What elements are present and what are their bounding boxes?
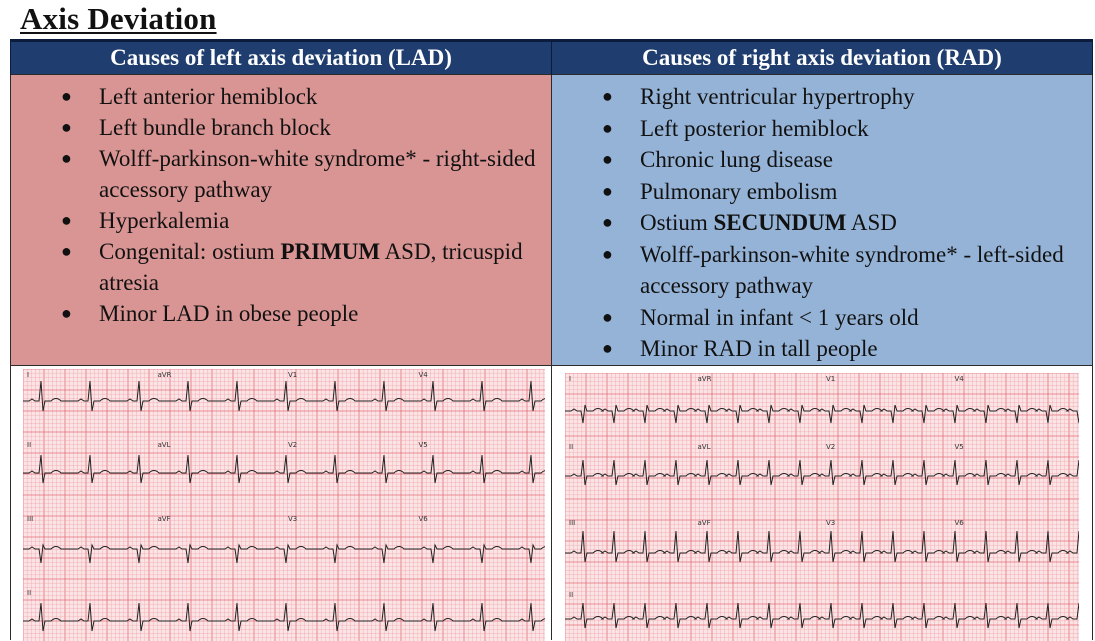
ecg-lead-label: aVL bbox=[157, 440, 171, 449]
cause-text: ASD, tricuspid atresia bbox=[99, 239, 523, 295]
cause-text: Right ventricular hypertrophy bbox=[640, 84, 915, 109]
bullet-icon: ● bbox=[602, 306, 613, 327]
cause-text: Chronic lung disease bbox=[640, 147, 833, 172]
cause-text: Ostium bbox=[640, 210, 714, 235]
lad-causes-cell bbox=[11, 75, 552, 366]
ecg-lead-label: V6 bbox=[954, 518, 964, 527]
ecg-lead-label: III bbox=[569, 518, 576, 527]
cause-text: Left anterior hemiblock bbox=[99, 84, 318, 109]
ecg-lead-label: aVR bbox=[157, 370, 172, 379]
cause-text: Wolff-parkinson-white syndrome* - left-sided accessory pathway bbox=[640, 241, 1064, 298]
bullet-icon: ● bbox=[602, 212, 613, 232]
lad-ecg-cell bbox=[11, 365, 552, 640]
rad-cause-item bbox=[552, 333, 1092, 365]
bullet-icon: ● bbox=[602, 180, 613, 201]
ecg-lead-label: II bbox=[569, 590, 574, 599]
lad-cause-item bbox=[11, 112, 551, 143]
lad-cause-item bbox=[11, 143, 551, 205]
rad-cause-item bbox=[552, 113, 1092, 145]
ecg-lead-label: V4 bbox=[954, 374, 964, 383]
rad-ecg-cell bbox=[552, 365, 1093, 640]
rad-cause-item bbox=[552, 144, 1092, 176]
lad-cause-item bbox=[11, 236, 551, 298]
ecg-lead-label: V2 bbox=[826, 442, 836, 451]
cause-text: ASD bbox=[846, 210, 897, 235]
bullet-icon: ● bbox=[61, 241, 72, 261]
bullet-icon: ● bbox=[61, 210, 72, 230]
bullet-icon: ● bbox=[602, 86, 613, 106]
ecg-lead-label: V2 bbox=[288, 440, 298, 449]
ecg-lead-label: I bbox=[27, 370, 30, 379]
rad-cause-item bbox=[552, 302, 1092, 334]
bullet-icon: ● bbox=[602, 338, 613, 358]
ecg-lead-label: aVR bbox=[697, 374, 712, 383]
rad-cause-item bbox=[552, 207, 1092, 239]
ecg-lead-label: aVL bbox=[697, 442, 711, 451]
bullet-icon: ● bbox=[602, 243, 613, 264]
lad-cause-item bbox=[11, 81, 551, 112]
lad-causes-list bbox=[11, 81, 551, 329]
ecg-lead-label: V1 bbox=[288, 370, 298, 379]
rad-cause-item bbox=[552, 176, 1092, 208]
rad-causes-cell bbox=[552, 75, 1093, 366]
ecg-lead-label: aVF bbox=[157, 514, 171, 523]
ecg-lead-label: II bbox=[27, 440, 32, 449]
bullet-icon: ● bbox=[61, 303, 72, 323]
ecg-lead-label: V1 bbox=[826, 374, 836, 383]
ecg-lead-label: II bbox=[569, 442, 574, 451]
ecg-lead-label: V5 bbox=[418, 440, 428, 449]
cause-text: Wolff-parkinson-white syndrome* - right-sided accessory pathway bbox=[99, 146, 536, 202]
rad-header: Causes of right axis deviation (RAD) bbox=[552, 41, 1093, 75]
cause-text: Hyperkalemia bbox=[99, 208, 230, 233]
lad-ecg-image bbox=[23, 369, 545, 641]
rad-cause-item bbox=[552, 81, 1092, 113]
ecg-lead-label: aVF bbox=[697, 518, 711, 527]
page-title: Axis Deviation bbox=[20, 1, 217, 36]
cause-text: Congenital: ostium bbox=[99, 239, 281, 264]
bullet-icon: ● bbox=[61, 117, 72, 137]
cause-text: Minor LAD in obese people bbox=[99, 301, 359, 326]
ecg-lead-label: III bbox=[27, 514, 34, 523]
bullet-icon: ● bbox=[602, 149, 613, 169]
axis-deviation-table bbox=[10, 39, 1093, 640]
ecg-lead-label: V4 bbox=[418, 370, 428, 379]
rad-causes-list bbox=[552, 81, 1092, 365]
cause-text: Minor RAD in tall people bbox=[640, 336, 878, 361]
ecg-lead-label: V3 bbox=[288, 514, 298, 523]
ecg-lead-label: II bbox=[27, 588, 32, 597]
bullet-icon: ● bbox=[61, 86, 72, 106]
cause-text: Left bundle branch block bbox=[99, 115, 331, 140]
ecg-lead-label: I bbox=[569, 374, 572, 383]
rad-ecg-image bbox=[565, 373, 1079, 641]
ecg-lead-label: V5 bbox=[954, 442, 964, 451]
bullet-icon: ● bbox=[602, 117, 613, 138]
ecg-lead-label: V6 bbox=[418, 514, 428, 523]
cause-text: Pulmonary embolism bbox=[640, 178, 838, 204]
lad-cause-item bbox=[11, 298, 551, 329]
bullet-icon: ● bbox=[61, 148, 72, 168]
ecg-lead-label: V3 bbox=[826, 518, 836, 527]
cause-emphasis: SECUNDUM bbox=[713, 210, 847, 235]
rad-cause-item bbox=[552, 239, 1092, 302]
lad-header: Causes of left axis deviation (LAD) bbox=[11, 41, 552, 75]
cause-text: Left posterior hemiblock bbox=[640, 115, 869, 141]
cause-emphasis: PRIMUM bbox=[280, 239, 381, 264]
lad-cause-item bbox=[11, 205, 551, 236]
cause-text: Normal in infant < 1 years old bbox=[640, 304, 919, 330]
